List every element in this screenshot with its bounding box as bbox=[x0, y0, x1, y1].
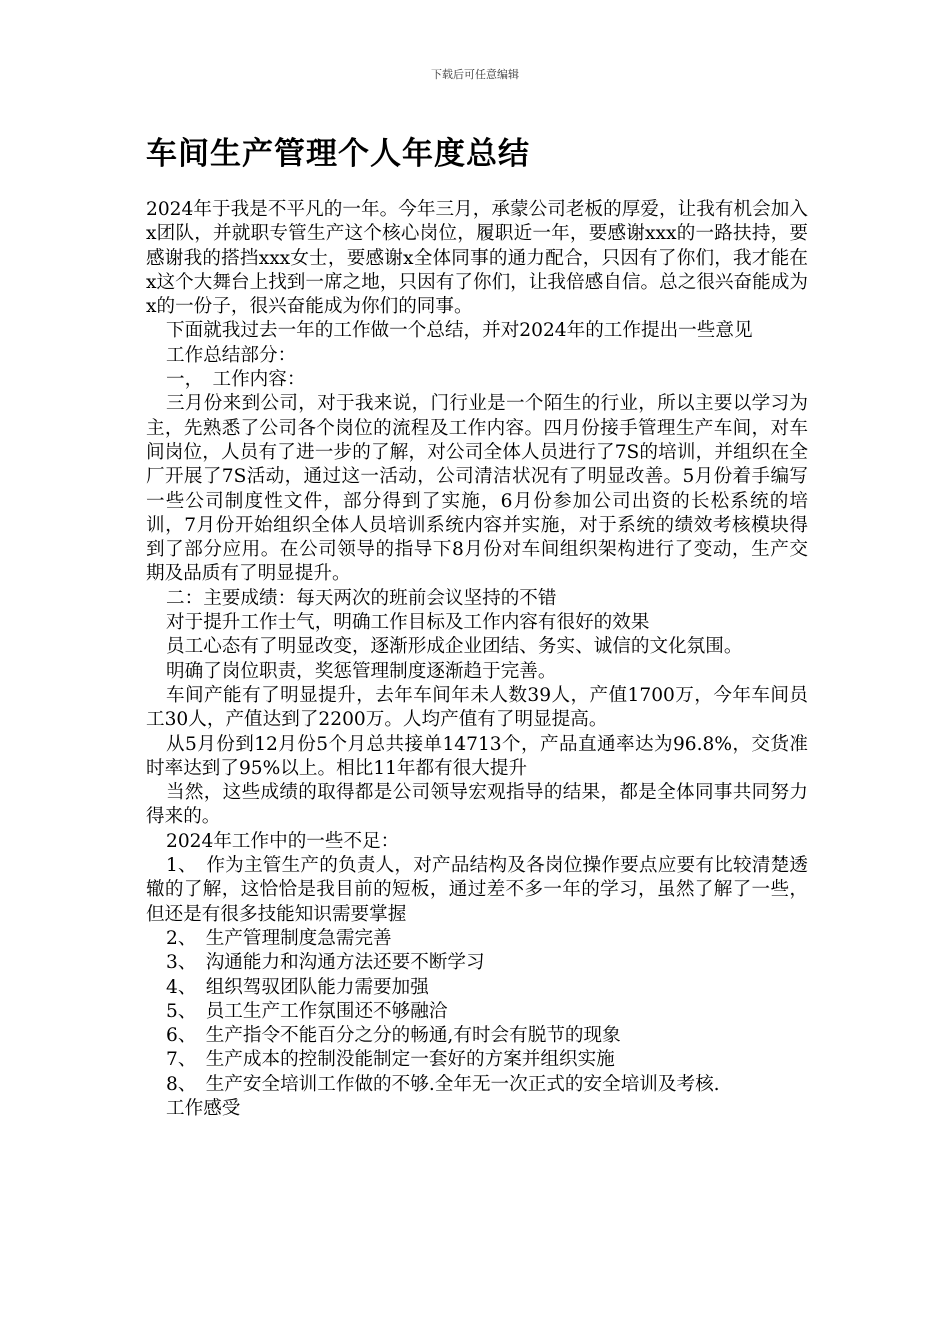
body-paragraph: 7、 生产成本的控制没能制定一套好的方案并组织实施 bbox=[166, 1049, 615, 1071]
body-paragraph: 1、 作为主管生产的负责人，对产品结构及各岗位操作要点应要有比较清楚透辙的了解，这恰恰是我目前的短板，通过差不多一年的学习，虽然了解了一些，但还是有很多技能知识需要掌握 bbox=[146, 855, 808, 925]
body-paragraph: 一， 工作内容： bbox=[166, 369, 306, 391]
body-paragraph: 二：主要成绩：每天两次的班前会议坚持的不错 bbox=[166, 587, 557, 609]
body-paragraph: 下面就我过去一年的工作做一个总结，并对2024年的工作提出一些意见 bbox=[166, 320, 753, 342]
body-paragraph: 对于提升工作士气，明确工作目标及工作内容有很好的效果 bbox=[166, 612, 650, 634]
body-paragraph: 2024年工作中的一些不足： bbox=[166, 830, 400, 852]
body-paragraph: 当然，这些成绩的取得都是公司领导宏观指导的结果，都是全体同事共同努力得来的。 bbox=[146, 782, 808, 828]
document-title: 车间生产管理个人年度总结 bbox=[146, 136, 530, 172]
body-paragraph: 三月份来到公司，对于我来说，门行业是一个陌生的行业，所以主要以学习为主，先熟悉了公司各个岗位的流程及工作内容。四月份接手管理生产车间，对车间岗位，人员有了进一步的了解，对公司全体人员进行了7S的培训，并组织在全厂开展了7S活动，通过这一活动，公司清洁状况有了明显改善。5月份着手编写一些公司制度性文件，部分得到了实施，6月份参加公司出资的长松系统的培训，7月份开始组织全体人员培训系统内容并实施，对于系统的绩效考核模块得到了部分应用。在公司领导的指导下8月份对车间组织架构进行了变动，生产交期及品质有了明显提升。 bbox=[146, 393, 808, 585]
body-paragraph: 3、 沟通能力和沟通方法还要不断学习 bbox=[166, 952, 485, 974]
body-paragraph: 工作总结部分： bbox=[166, 344, 297, 366]
body-paragraph: 从5月份到12月份5个月总共接单14713个，产品直通率达为96.8%，交货准时率达到了95%以上。相比11年都有很大提升 bbox=[146, 733, 808, 779]
body-paragraph: 8、 生产安全培训工作做的不够.全年无一次正式的安全培训及考核. bbox=[166, 1073, 720, 1095]
body-paragraph: 2、 生产管理制度急需完善 bbox=[166, 927, 392, 949]
body-paragraph: 4、 组织驾驭团队能力需要加强 bbox=[166, 976, 429, 998]
body-paragraph: 员工心态有了明显改变，逐渐形成企业团结、务实、诚信的文化氛围。 bbox=[166, 636, 743, 658]
page-header: 下载后可任意编辑 bbox=[431, 68, 519, 81]
body-paragraph: 6、 生产指令不能百分之分的畅通,有时会有脱节的现象 bbox=[166, 1025, 621, 1047]
document-body bbox=[146, 198, 808, 1121]
body-paragraph: 2024年于我是不平凡的一年。今年三月，承蒙公司老板的厚爱，让我有机会加入x团队，并就职专管生产这个核心岗位，履职近一年，要感谢xxx的一路扶持，要感谢我的搭挡xxx女士，要感谢x全体同事的通力配合，只因有了你们，我才能在x这个大舞台上找到一席之地，只因有了你们，让我倍感自信。总之很兴奋能成为x的一份子，很兴奋能成为你们的同事。 bbox=[146, 199, 808, 318]
body-paragraph: 明确了岗位职责，奖惩管理制度逐渐趋于完善。 bbox=[166, 660, 557, 682]
body-paragraph: 工作感受 bbox=[166, 1097, 241, 1119]
body-paragraph: 车间产能有了明显提升，去年车间年未人数39人，产值1700万，今年车间员工30人，产值达到了2200万。人均产值有了明显提高。 bbox=[146, 684, 808, 731]
body-paragraph: 5、 员工生产工作氛围还不够融洽 bbox=[166, 1000, 448, 1022]
